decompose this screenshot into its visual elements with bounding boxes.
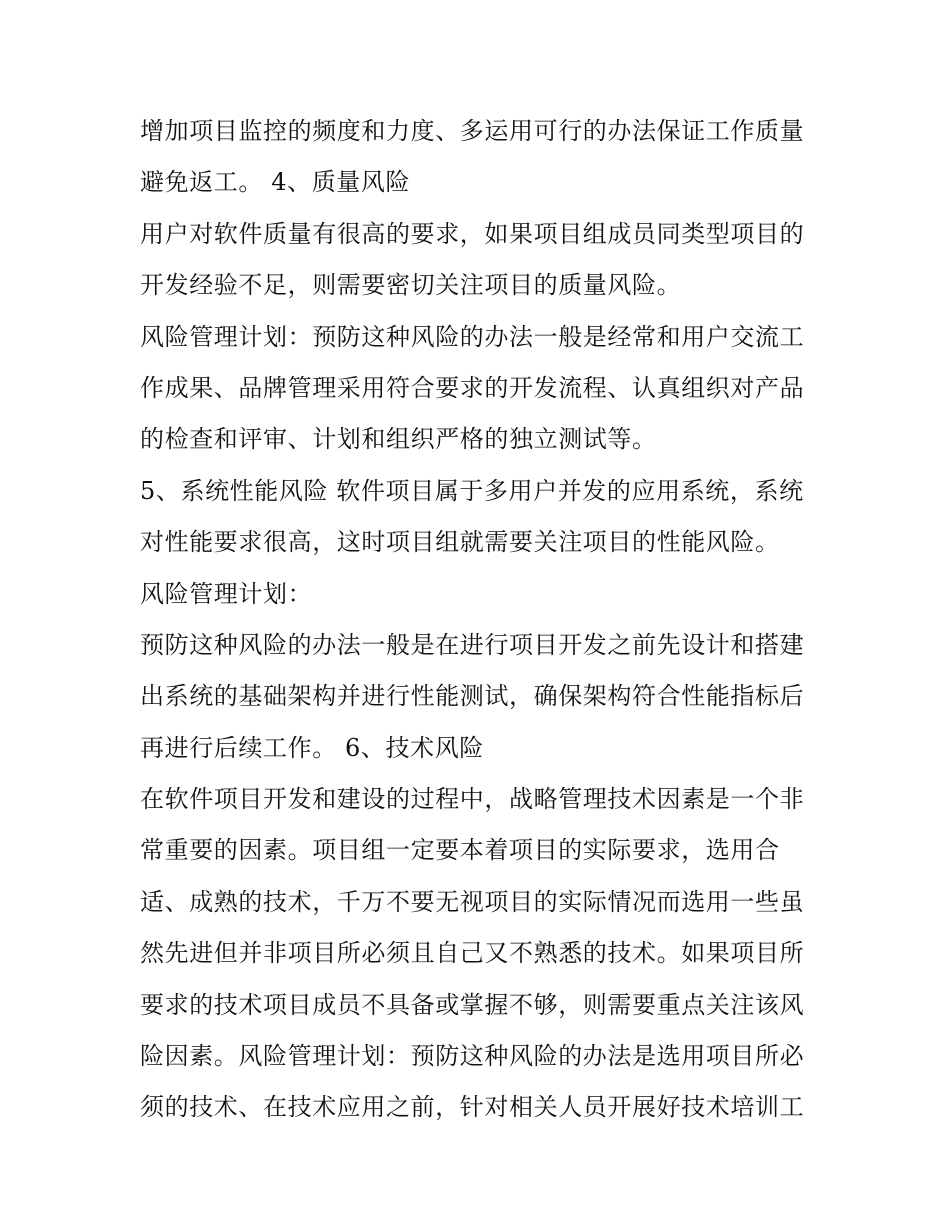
text-line: 适、成熟的技术，千万不要无视项目的实际情况而选用一些虽	[140, 887, 805, 916]
text-line: 再进行后续工作。 6、技术风险	[140, 733, 484, 762]
text-line: 的检查和评审、计划和组织严格的独立测试等。	[140, 425, 657, 454]
text-line: 然先进但并非项目所必须且自己又不熟悉的技术。如果项目所	[140, 939, 805, 968]
text-line: 在软件项目开发和建设的过程中，战略管理技术因素是一个非	[140, 785, 805, 814]
text-line: 风险管理计划：预防这种风险的办法一般是经常和用户交流工	[140, 322, 805, 351]
text-line: 用户对软件质量有很高的要求，如果项目组成员同类型项目的	[140, 219, 805, 248]
body-text	[140, 106, 820, 1134]
text-line: 避免返工。 4、质量风险	[140, 168, 411, 197]
text-line: 风险管理计划：	[140, 579, 313, 608]
text-line: 增加项目监控的频度和力度、多运用可行的办法保证工作质量	[140, 117, 805, 145]
text-line: 出系统的基础架构并进行性能测试，确保架构符合性能指标后	[140, 682, 805, 711]
text-line: 5、系统性能风险 软件项目属于多用户并发的应用系统，系统	[140, 476, 804, 505]
text-line: 作成果、品牌管理采用符合要求的开发流程、认真组织对产品	[140, 373, 805, 402]
text-line: 开发经验不足，则需要密切关注项目的质量风险。	[140, 271, 682, 300]
text-line: 对性能要求很高，这时项目组就需要关注项目的性能风险。	[140, 528, 780, 557]
text-line: 常重要的因素。项目组一定要本着项目的实际要求，选用合	[140, 836, 780, 865]
text-line: 预防这种风险的办法一般是在进行项目开发之前先设计和搭建	[140, 630, 805, 659]
text-line: 须的技术、在技术应用之前，针对相关人员开展好技术培训工	[140, 1093, 805, 1122]
text-line: 险因素。风险管理计划：预防这种风险的办法是选用项目所必	[140, 1042, 805, 1071]
text-line: 要求的技术项目成员不具备或掌握不够，则需要重点关注该风	[140, 990, 805, 1019]
